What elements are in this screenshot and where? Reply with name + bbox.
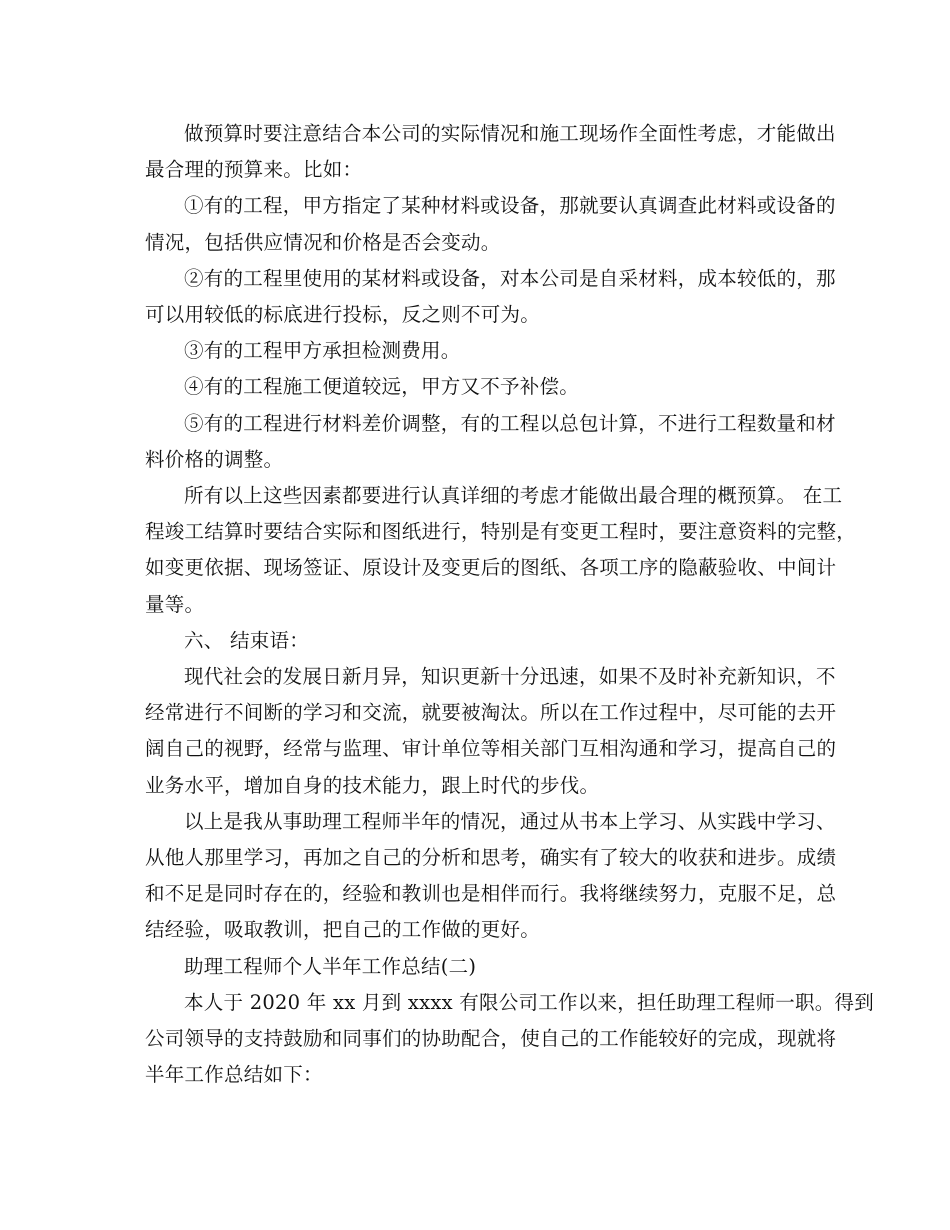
paragraph-item-2 — [145, 261, 836, 333]
text-line: ③有的工程甲方承担检测费用。 — [184, 339, 461, 363]
text-line: 料价格的调整。 — [145, 447, 284, 471]
text-line: 从他人那里学习，再加之自己的分析和思考，确实有了较大的收获和进步。成绩 — [145, 846, 837, 870]
text-line: 程竣工结算时要结合实际和图纸进行，特别是有变更工程时，要注意资料的完整， — [145, 520, 857, 544]
text-line: 和不足是同时存在的，经验和教训也是相伴而行。我将继续努力，克服不足，总 — [145, 882, 837, 906]
text-line: 本人于 2020 年 xx 月到 xxxx 有限公司工作以来，担任助理工程师一职。得到 — [184, 990, 875, 1014]
paragraph-summary-2-intro — [145, 985, 875, 1094]
text-line: 结经验，吸取教训，把自己的工作做的更好。 — [145, 918, 541, 942]
text-line: ①有的工程，甲方指定了某种材料或设备，那就要认真调查此材料或设备的 — [184, 194, 836, 218]
text-line: 现代社会的发展日新月异，知识更新十分迅速，如果不及时补充新知识，不 — [184, 665, 836, 689]
paragraph-item-1 — [145, 188, 836, 260]
section-heading-conclusion — [145, 623, 805, 659]
text-line: 量等。 — [145, 592, 205, 616]
text-line: 公司领导的支持鼓励和同事们的协助配合，使自己的工作能较好的完成，现就将 — [145, 1027, 837, 1051]
text-line: 如变更依据、现场签证、原设计及变更后的图纸、各项工序的隐蔽验收、中间计 — [145, 556, 837, 580]
text-line: 可以用较低的标底进行投标，反之则不可为。 — [145, 303, 541, 327]
text-line: ④有的工程施工便道较远，甲方又不予补偿。 — [184, 375, 580, 399]
text-line: ②有的工程里使用的某材料或设备，对本公司是自采材料，成本较低的，那 — [184, 266, 836, 290]
document-body — [145, 116, 875, 1093]
text-line: 以上是我从事助理工程师半年的情况，通过从书本上学习、从实践中学习、 — [184, 809, 836, 833]
text-line: 半年工作总结如下： — [145, 1063, 323, 1087]
text-line: 经常进行不间断的学习和交流，就要被淘汰。所以在工作过程中，尽可能的去开 — [145, 701, 837, 725]
text-line: 业务水平，增加自身的技术能力，跟上时代的步伐。 — [145, 773, 600, 797]
text-line: 最合理的预算来。比如： — [145, 158, 363, 182]
paragraph-budget-summary — [145, 478, 857, 623]
paragraph-item-4 — [145, 369, 805, 405]
section-title-summary-2 — [145, 949, 805, 985]
text-line: 阔自己的视野，经常与监理、审计单位等相关部门互相沟通和学习，提高自己的 — [145, 737, 837, 761]
paragraph-budget-intro — [145, 116, 836, 188]
text-line: 情况，包括供应情况和价格是否会变动。 — [145, 230, 501, 254]
text-line: 助理工程师个人半年工作总结(二) — [184, 954, 477, 978]
text-line: 所有以上这些因素都要进行认真详细的考虑才能做出最合理的概预算。 在工 — [184, 484, 843, 508]
paragraph-conclusion-2 — [145, 804, 837, 949]
text-line: 做预算时要注意结合本公司的实际情况和施工现场作全面性考虑，才能做出 — [184, 122, 836, 145]
paragraph-item-5 — [145, 406, 836, 478]
text-line: ⑤有的工程进行材料差价调整，有的工程以总包计算，不进行工程数量和材 — [184, 411, 836, 435]
text-line: 六、 结束语： — [184, 628, 309, 652]
paragraph-item-3 — [145, 333, 805, 369]
paragraph-conclusion-1 — [145, 659, 837, 804]
